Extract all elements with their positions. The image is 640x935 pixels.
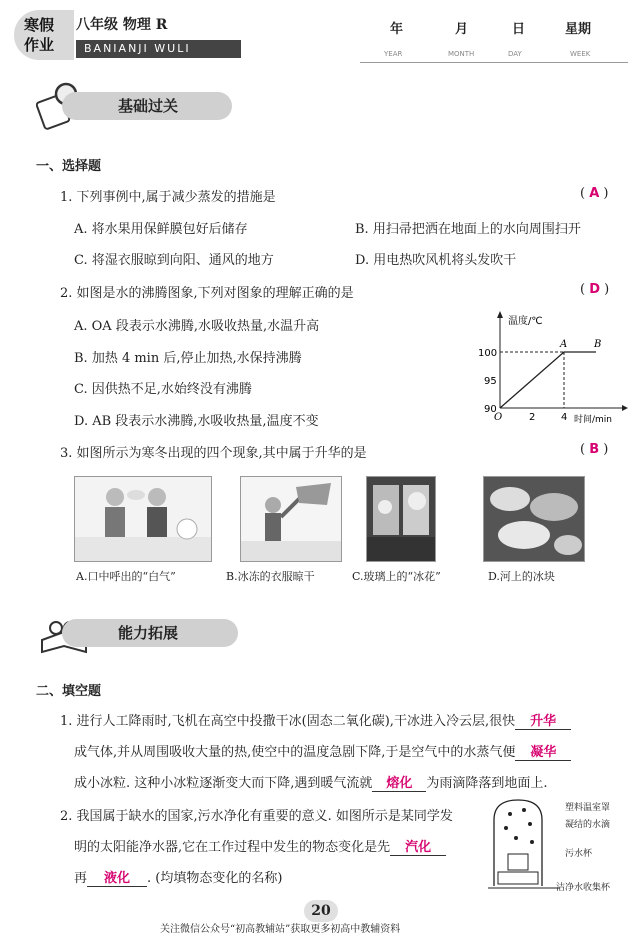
fill-q1-text1: 1. 进行人工降雨时,飞机在高空中投撒干冰(固态二氧化碳),干冰进入冷云层,很快 (60, 714, 516, 729)
fill-q1-line3 (74, 772, 548, 792)
chart-xlabel: 时间/min (574, 415, 613, 425)
q2-answer-box: ( D ) (580, 282, 610, 297)
fill-q2-text3b: . (均填物态变化的名称) (147, 871, 283, 886)
page-number: 20 (304, 900, 338, 922)
fig-label-droplets: 凝结的水滴 (565, 820, 611, 830)
fill-q1-line2 (74, 741, 571, 761)
header-badge (14, 10, 74, 60)
date-year-label: 年 (390, 22, 404, 37)
date-month-label: 月 (455, 22, 469, 37)
badge-line1: 寒假 (24, 16, 55, 34)
q2-stem: 2. 如图是水的沸腾图象,下列对图象的理解正确的是 (60, 286, 354, 301)
q3-caption-c: C.玻璃上的“冰花” (352, 570, 441, 583)
date-year-en: YEAR (384, 50, 403, 58)
photo-white-breath (74, 476, 212, 562)
point-label-b: B (594, 339, 602, 350)
fill-q2-line2 (74, 836, 446, 856)
fill-q1-text3a: 成小冰粒. 这种小冰粒逐渐变大而下降,遇到暖气流就 (74, 776, 373, 791)
photo-ice-flowers (366, 476, 436, 562)
fill-q1-blank2: 凝华 (515, 741, 571, 761)
y-axis-arrow (497, 311, 503, 318)
q1-option-c: C. 将湿衣服晾到向阳、通风的地方 (74, 253, 274, 268)
q1-answer-box: ( A ) (580, 186, 609, 201)
footer-note: 关注微信公众号“初高教辅站”获取更多初高中教辅资料 (160, 924, 401, 935)
q2-option-d: D. AB 段表示水沸腾,水吸收热量,温度不变 (74, 414, 319, 429)
boiling-chart (470, 308, 630, 430)
x-tick-1: 2 (529, 412, 536, 423)
chart-ylabel: 温度/℃ (508, 316, 543, 327)
solar-purifier-diagram (488, 796, 560, 896)
q3-answer: B (589, 442, 600, 457)
section2-tag: 能力拓展 (62, 619, 238, 647)
fill-q1-text2: 成气体,并从周围吸收大量的热,使空中的温度急剧下降,于是空气中的水蒸气便 (74, 745, 516, 760)
fill-q2-text2: 明的太阳能净水器,它在工作过程中发生的物态变化是先 (74, 840, 391, 855)
q2-answer: D (589, 282, 601, 297)
q2-option-a: A. OA 段表示水沸腾,水吸收热量,水温升高 (74, 319, 320, 334)
q1-option-d: D. 用电热吹风机将头发吹干 (355, 253, 517, 268)
fig-label-dirty-cup: 污水杯 (565, 849, 593, 859)
fill-q1-blank1: 升华 (515, 710, 571, 730)
q3-stem: 3. 如图所示为寒冬出现的四个现象,其中属于升华的是 (60, 446, 367, 461)
temperature-line (500, 352, 596, 408)
q1-option-b: B. 用扫帚把洒在地面上的水向周围扫开 (355, 222, 581, 237)
x-tick-2: 4 (561, 412, 568, 423)
photo-frozen-clothes (240, 476, 342, 562)
q1-stem: 1. 下列事例中,属于减少蒸发的措施是 (60, 190, 276, 205)
q3-caption-b: B.冰冻的衣服晾干 (226, 570, 315, 583)
date-day-en: DAY (508, 50, 522, 58)
x-axis-arrow (622, 405, 628, 411)
fill-q2-line1: 2. 我国属于缺水的国家,污水净化有重要的意义. 如图所示是某同学发 (60, 809, 453, 824)
fill-q2-blank2: 液化 (87, 867, 147, 887)
date-box (360, 12, 628, 63)
date-week-en: WEEK (570, 50, 591, 58)
date-week-label: 星期 (565, 22, 592, 37)
date-month-en: MONTH (448, 50, 475, 58)
fig-label-cover: 塑料温室罩 (565, 803, 611, 813)
section1-title: 一、选择题 (36, 159, 102, 174)
section1-tag: 基础过关 (62, 92, 232, 120)
section2-title: 二、填空题 (36, 684, 102, 699)
header-pinyin: BANIANJI WULI (76, 40, 241, 58)
q2-option-b: B. 加热 4 min 后,停止加热,水保持沸腾 (74, 351, 302, 366)
x-tick-0: O (494, 412, 503, 423)
fill-q2-text3a: 再 (74, 871, 88, 886)
q3-caption-a: A.口中呼出的“白气” (76, 570, 176, 583)
fill-q2-blank1: 汽化 (390, 836, 446, 856)
y-tick-0: 90 (484, 404, 497, 415)
y-tick-1: 95 (484, 376, 497, 387)
point-label-a: A (560, 339, 568, 350)
fill-q1-blank3: 熔化 (372, 772, 426, 792)
q2-option-c: C. 因供热不足,水始终没有沸腾 (74, 382, 252, 397)
fill-q2-line3 (74, 867, 282, 887)
fill-q1-line1 (60, 710, 571, 730)
y-tick-2: 100 (478, 348, 498, 359)
photo-river-ice (483, 476, 585, 562)
header-subject: 八年级 物理 R (76, 17, 168, 33)
q1-option-a: A. 将水果用保鲜膜包好后储存 (74, 222, 248, 237)
q1-answer: A (589, 186, 600, 201)
fig-label-clean-cup: 洁净水收集杯 (556, 883, 611, 893)
badge-line2: 作业 (24, 36, 55, 54)
q3-caption-d: D.河上的冰块 (488, 570, 555, 583)
q3-answer-box: ( B ) (580, 442, 609, 457)
date-day-label: 日 (512, 22, 526, 37)
fill-q1-text3b: 为雨滴降落到地面上. (426, 776, 548, 791)
